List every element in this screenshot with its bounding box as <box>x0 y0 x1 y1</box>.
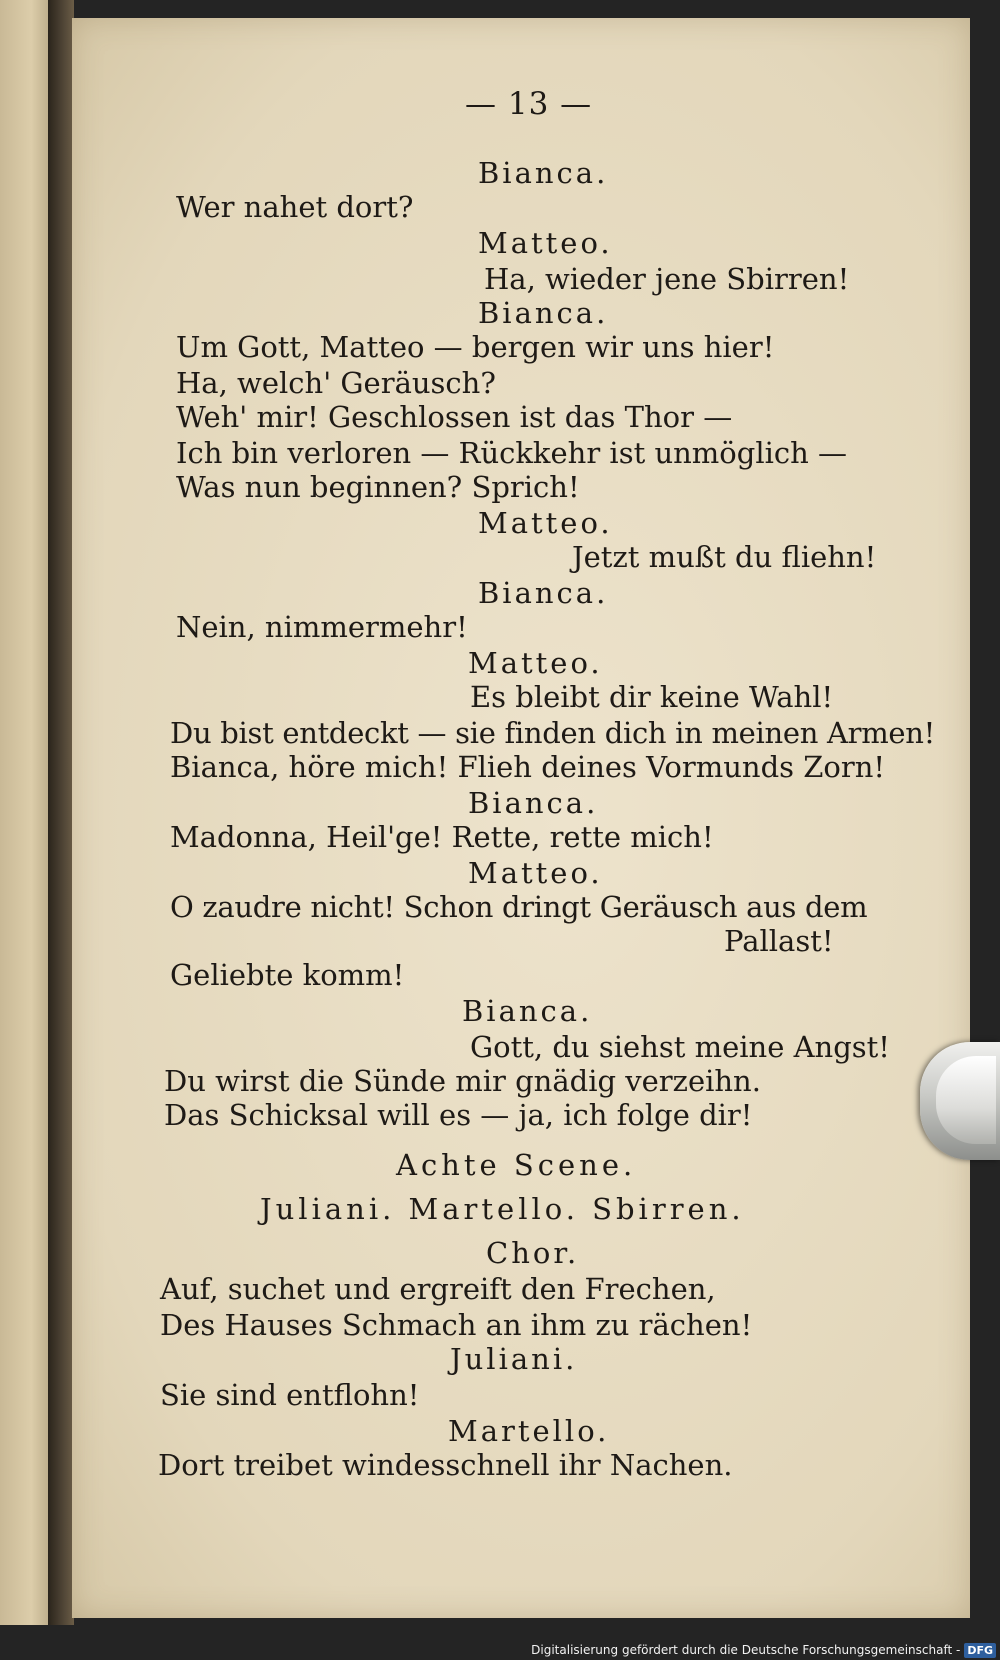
verse-line: Ha, wieder jene Sbirren! <box>484 262 850 296</box>
verse-line: Ich bin verloren — Rückkehr ist unmöglich — <box>176 436 848 470</box>
dfg-logo: DFG <box>964 1643 996 1658</box>
speaker-name: Matteo. <box>478 506 613 540</box>
verse-line: Um Gott, Matteo — bergen wir uns hier! <box>176 330 775 364</box>
speaker-name: Matteo. <box>468 646 603 680</box>
speaker-name: Juliani. <box>450 1342 578 1376</box>
verse-line: Wer nahet dort? <box>176 190 414 224</box>
page-clip-tab <box>920 1042 1000 1160</box>
left-page-edge <box>0 0 52 1625</box>
speaker-name: Bianca. <box>462 994 593 1028</box>
verse-line: Madonna, Heil'ge! Rette, rette mich! <box>170 820 714 854</box>
verse-line: Was nun beginnen? Sprich! <box>176 470 580 504</box>
digitization-credit <box>531 1641 996 1659</box>
verse-line: Gott, du siehst meine Angst! <box>470 1030 890 1064</box>
verse-line: O zaudre nicht! Schon dringt Geräusch aus dem <box>170 890 868 924</box>
verse-line: Bianca, höre mich! Flieh deines Vormunds Zorn! <box>170 750 886 784</box>
verse-line: Es bleibt dir keine Wahl! <box>470 680 834 714</box>
speaker-name: Matteo. <box>468 856 603 890</box>
verse-line: Weh' mir! Geschlossen ist das Thor — <box>176 400 733 434</box>
speaker-name: Bianca. <box>478 576 609 610</box>
verse-line: Geliebte komm! <box>170 958 405 992</box>
speaker-name: Bianca. <box>478 156 609 190</box>
verse-line: Ha, welch' Geräusch? <box>176 366 496 400</box>
scene-characters: Juliani. Martello. Sbirren. <box>260 1192 745 1226</box>
verse-line: Des Hauses Schmach an ihm zu rächen! <box>160 1308 753 1342</box>
verse-line: Jetzt mußt du fliehn! <box>572 540 877 574</box>
speaker-name: Martello. <box>448 1414 610 1448</box>
speaker-name: Bianca. <box>478 296 609 330</box>
verse-line: Du bist entdeckt — sie finden dich in meinen Armen! <box>170 716 936 750</box>
book-spine <box>48 0 74 1625</box>
speaker-name: Chor. <box>486 1236 580 1270</box>
credit-text: Digitalisierung gefördert durch die Deutsche Forschungsgemeinschaft - <box>531 1643 961 1657</box>
verse-line: Dort treibet windesschnell ihr Nachen. <box>158 1448 733 1482</box>
speaker-name: Matteo. <box>478 226 613 260</box>
scene-heading: Achte Scene. <box>396 1148 637 1182</box>
speaker-name: Bianca. <box>468 786 599 820</box>
verse-line: Sie sind entflohn! <box>160 1378 420 1412</box>
verse-line: Das Schicksal will es — ja, ich folge dir! <box>164 1098 753 1132</box>
page-header: — 13 — <box>465 86 593 122</box>
verse-line: Pallast! <box>724 924 834 958</box>
verse-line: Nein, nimmermehr! <box>176 610 468 644</box>
verse-line: Auf, suchet und ergreift den Frechen, <box>160 1272 716 1306</box>
verse-line: Du wirst die Sünde mir gnädig verzeihn. <box>164 1064 761 1098</box>
